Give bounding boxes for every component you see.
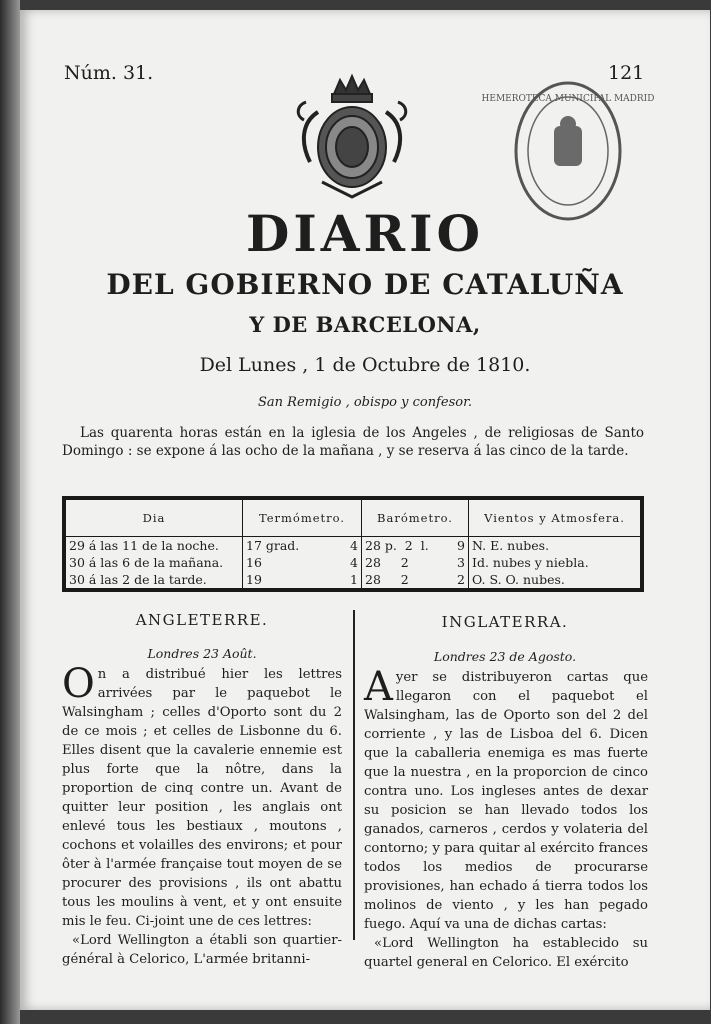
- cell-dia: 30 á las 6 de la mañana.: [66, 554, 243, 571]
- cell-barometro: 28 2 3: [362, 554, 469, 571]
- right-dropcap: A: [364, 664, 393, 710]
- header-vientos: Vientos y Atmosfera.: [469, 500, 641, 537]
- table-row: [66, 554, 640, 571]
- left-column-title: ANGLETERRE.: [135, 611, 269, 629]
- right-column-article: [364, 664, 648, 972]
- cell-vientos: O. S. O. nubes.: [472, 572, 565, 587]
- cell-termometro: 16 4: [243, 554, 362, 571]
- issue-number: Núm. 31.: [64, 62, 154, 84]
- cell-barometro: 28 2 2: [362, 571, 469, 588]
- left-column-article: [62, 661, 342, 969]
- page-number: 121: [608, 62, 645, 84]
- religious-notice: Las quarenta horas están en la iglesia de los Angeles , de religiosas de Santo Domingo : se expone á las ocho de la mañana , y se reserva á las cinco de la tarde.: [62, 425, 644, 459]
- right-column-title: INGLATERRA.: [441, 613, 569, 631]
- right-article-quote: «Lord Wellington ha establecido su quartel general en Celorico. El exército: [364, 936, 648, 970]
- weather-table: [62, 496, 644, 592]
- cell-barometro: 28 p. 2 l. 9: [362, 537, 469, 555]
- saint-of-day: San Remigio , obispo y confesor.: [258, 395, 472, 410]
- newspaper-title: DIARIO: [245, 204, 485, 263]
- issue-date: Del Lunes , 1 de Octubre de 1810.: [199, 354, 531, 376]
- cell-termometro: 17 grad. 4: [243, 537, 362, 555]
- royal-crest-icon: [292, 72, 412, 207]
- cell-vientos: Id. nubes y niebla.: [472, 555, 589, 570]
- table-row: [66, 571, 640, 588]
- cell-dia: 29 á las 11 de la noche.: [66, 537, 243, 555]
- left-article-quote: «Lord Wellington a établi son quartier-général à Celorico, L'armée britanni-: [62, 933, 342, 967]
- newspaper-page: [20, 10, 710, 1010]
- left-article-body: n a distribué hier les lettres arrivées par le paquebot le Walsingham ; celles d'Oporto sont du 2 de ce mois ; et celles de Lisbonne du 6. Elles disent que la cavalerie ennemie est plus forte que la nôtre, dans la proportion de cinq contre un. Avant de quitter leur position , les anglais ont enlevé tous les bestiaux , moutons , cochons et volailles des environs; et pour ôter à l'armée française tout moyen de se procurer des provisions , ils ont abattu tous les moulins à vent, et y ont ensuite mis le feu. Ci-joint une de ces lettres:: [62, 667, 342, 929]
- right-article-body: yer se distribuyeron cartas que llegaron con el paquebot el Walsingham, las de Oporto son del 2 del corriente , y las de Lisboa del 6. Dicen que la caballeria enemiga es mas fuerte que la nuestra , en la proporcion de cinco contra uno. Los ingleses antes de dexar su posicion se han llevado todos los ganados, carneros , cerdos y volateria del contorno; y para quitar al exército frances todos los medios de procurarse provisiones, han echado á tierra todos los molinos de viento , y les han pegado fuego. Aquí va una de dichas cartas:: [364, 670, 648, 932]
- left-dropcap: O: [62, 661, 95, 707]
- newspaper-subtitle: DEL GOBIERNO DE CATALUÑA: [106, 268, 624, 301]
- column-divider: [353, 610, 355, 940]
- header-termometro: Termómetro.: [243, 500, 362, 537]
- cell-vientos: N. E. nubes.: [472, 538, 550, 553]
- left-column-dateline: Londres 23 Août.: [147, 646, 257, 661]
- cell-dia: 30 á las 2 de la tarde.: [66, 571, 243, 588]
- header-barometro: Barómetro.: [362, 500, 469, 537]
- table-row: [66, 537, 640, 555]
- cell-termometro: 19 1: [243, 571, 362, 588]
- newspaper-subtitle-2: Y DE BARCELONA,: [249, 312, 481, 337]
- right-column-dateline: Londres 23 de Agosto.: [433, 649, 577, 664]
- header-dia: Dia: [66, 500, 243, 537]
- book-binding: [0, 0, 20, 1024]
- stamp-label: HEMEROTECA MUNICIPAL MADRID: [481, 94, 655, 104]
